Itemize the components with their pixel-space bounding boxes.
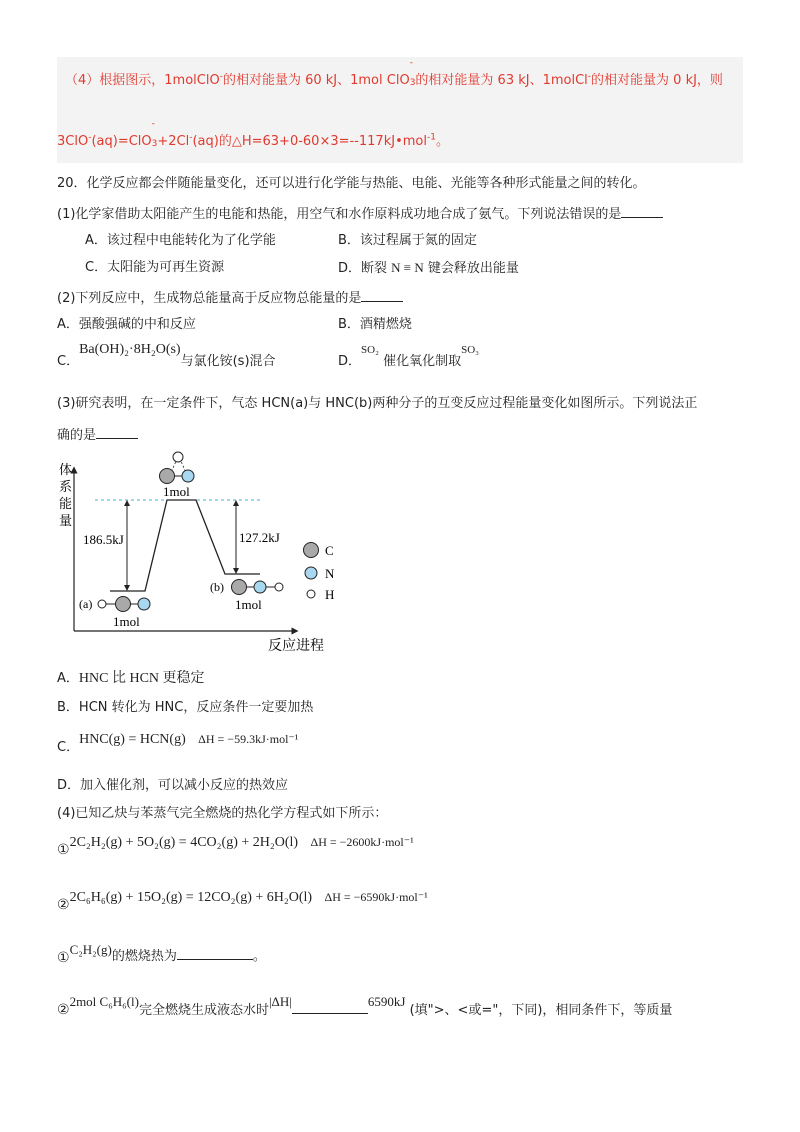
part-3-stem-line-2: 确的是 — [57, 426, 138, 444]
left-mol-label: 1mol — [113, 614, 140, 629]
y-axis-label-2: 系 — [59, 479, 73, 494]
answer-blank[interactable] — [621, 205, 663, 218]
answer-line-1: （4）根据图示，1molClO-的相对能量为 60 kJ、1mol ClO$_3$ 的相对能量为 63 kJ、1molCl-的相对能量为 0 kJ，则 — [65, 71, 723, 88]
left-energy-label: 186.5kJ — [83, 532, 124, 547]
top-mol-label: 1mol — [163, 484, 190, 499]
part-2-option-b[interactable]: B．酒精燃烧 — [338, 317, 412, 332]
legend-carbon-icon — [304, 543, 319, 558]
part-2-stem: (2)下列反应中，生成物总能量高于反应物总能量的是 — [57, 289, 403, 307]
question-20-stem: 20．化学反应都会伴随能量变化，还可以进行化学能与热能、电能、光能等各种形式能量之间的转化。 — [57, 176, 646, 191]
part-1-option-c[interactable]: C．太阳能为可再生资源 — [85, 260, 225, 275]
answer-blank[interactable] — [361, 289, 403, 302]
legend-n: N — [325, 566, 335, 581]
right-mol-label: 1mol — [235, 597, 262, 612]
part-2-option-d[interactable]: D．SO₂ 催化氧化制取SO₃ — [338, 344, 479, 369]
part-3-option-c[interactable]: C．HNC(g) = HCN(g) ΔH = −59.3kJ·mol⁻¹ — [57, 732, 299, 755]
part-3-option-b[interactable]: B．HCN 转化为 HNC，反应条件一定要加热 — [57, 700, 314, 715]
molecule-b-label: (b) — [210, 580, 224, 594]
answer-line-2: 3ClO-(aq)=ClO$_3$ +2Cl-(aq)的△H=63+0-60×3=--117kJ•mol$^{-1}$。 — [57, 132, 449, 149]
y-axis-label-4: 量 — [59, 513, 73, 528]
part-4-stem: (4)已知乙炔与苯蒸气完全燃烧的热化学方程式如下所示： — [57, 806, 388, 821]
part-4-question-1: ①C₂H₂(g)的燃烧热为 。 — [57, 942, 266, 966]
part-3-stem-line-1: (3)研究表明，在一定条件下，气态 HCN(a)与 HNC(b)两种分子的互变反应过程能量变化如图所示。下列说法正 — [57, 396, 698, 411]
part-2-option-a[interactable]: A．强酸强碱的中和反应 — [57, 317, 196, 332]
molecule-a-label: (a) — [79, 597, 93, 611]
transition-state-molecule — [160, 452, 195, 484]
answer-blank[interactable] — [96, 426, 138, 439]
part-1-option-d[interactable]: D．断裂 N ≡ N 键会释放出能量 — [338, 260, 519, 276]
part-1-option-a[interactable]: A．该过程中电能转化为了化学能 — [85, 233, 276, 248]
legend — [304, 543, 336, 603]
answer-blank[interactable] — [177, 947, 253, 960]
legend-nitrogen-icon — [305, 567, 317, 579]
part-3-option-d[interactable]: D．加入催化剂，可以减小反应的热效应 — [57, 778, 289, 793]
right-energy-label: 127.2kJ — [239, 530, 280, 545]
legend-c: C — [325, 543, 334, 558]
y-axis-label-3: 能 — [59, 496, 73, 511]
part-3-option-a[interactable]: A．HNC 比 HCN 更稳定 — [57, 671, 205, 686]
hcn-molecule — [98, 597, 150, 612]
x-axis-label: 反应进程 — [268, 639, 324, 654]
part-4-question-2: ②2mol C₆H₆(l)完全燃烧生成液态水时|ΔH| 6590kJ (填">、<或="，下同)，相同条件下，等质量 — [57, 994, 673, 1018]
part-1-option-b[interactable]: B．该过程属于氮的固定 — [338, 233, 477, 248]
answer-blank[interactable] — [292, 1001, 368, 1014]
part-1-stem: (1)化学家借助太阳能产生的电能和热能，用空气和水作原料成功地合成了氨气。下列说法错误的是 — [57, 205, 663, 223]
y-axis-label-1: 体 — [59, 462, 73, 477]
energy-diagram — [55, 448, 355, 658]
legend-h: H — [325, 587, 335, 602]
hnc-molecule — [232, 580, 284, 595]
legend-hydrogen-icon — [307, 590, 315, 598]
part-2-option-c[interactable]: C．Ba(OH)₂·8H₂O(s)与氯化铵(s)混合 — [57, 342, 276, 369]
energy-profile — [110, 500, 260, 591]
equation-2: ②2C₆H₆(g) + 15O₂(g) = 12CO₂(g) + 6H₂O(l) ΔH = −6590kJ·mol⁻¹ — [57, 890, 428, 913]
equation-1: ①2C₂H₂(g) + 5O₂(g) = 4CO₂(g) + 2H₂O(l) ΔH = −2600kJ·mol⁻¹ — [57, 835, 414, 858]
